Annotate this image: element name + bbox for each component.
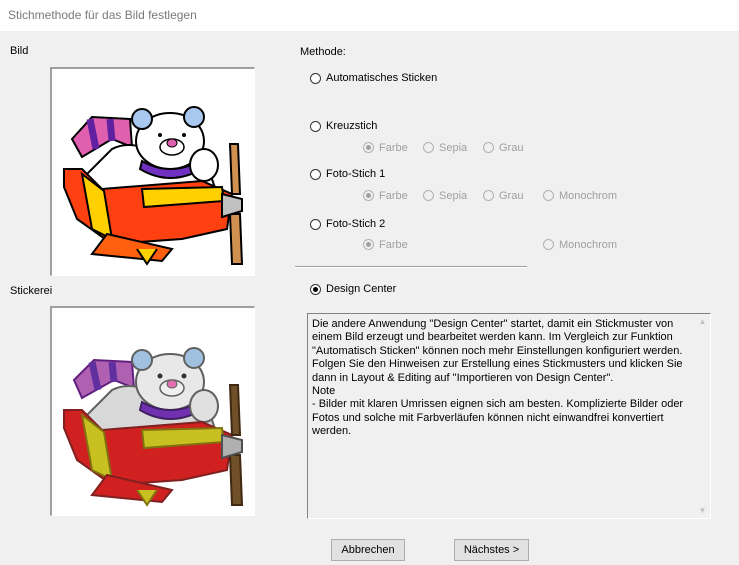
radio-design-center[interactable] xyxy=(310,284,321,295)
radio-foto-stich-1-sepia-label: Sepia xyxy=(439,190,468,202)
radio-automatisches-sticken[interactable] xyxy=(310,73,321,84)
radio-foto-stich-2[interactable] xyxy=(310,219,321,230)
radio-kreuzstich-farbe[interactable] xyxy=(363,142,374,153)
vertical-scrollbar[interactable] xyxy=(695,314,710,518)
radio-foto-stich-1-grau[interactable] xyxy=(483,190,494,201)
next-button[interactable]: Nächstes > xyxy=(454,539,529,561)
stickerei-label: Stickerei xyxy=(10,285,53,297)
scroll-up-icon[interactable]: ▲ xyxy=(698,317,707,326)
radio-kreuzstich-grau[interactable] xyxy=(483,142,494,153)
radio-design-center-label[interactable]: Design Center xyxy=(326,283,397,295)
radio-kreuzstich-label[interactable]: Kreuzstich xyxy=(326,120,378,132)
source-image xyxy=(50,67,255,276)
radio-foto-stich-1-sepia[interactable] xyxy=(423,190,434,201)
radio-foto-stich-1[interactable] xyxy=(310,169,321,180)
description-textbox[interactable] xyxy=(307,313,711,519)
radio-foto-stich-1-monochrom-label: Monochrom xyxy=(559,190,618,202)
radio-kreuzstich-grau-label: Grau xyxy=(499,142,524,154)
radio-foto-stich-2-monochrom[interactable] xyxy=(543,239,554,250)
embroidered-bear-image xyxy=(52,308,255,516)
radio-foto-stich-2-farbe-label: Farbe xyxy=(379,239,408,251)
radio-kreuzstich-farbe-label: Farbe xyxy=(379,142,408,154)
window-title: Stichmethode für das Bild festlegen xyxy=(8,8,197,22)
radio-foto-stich-1-farbe[interactable] xyxy=(363,190,374,201)
radio-foto-stich-2-label[interactable]: Foto-Stich 2 xyxy=(326,218,386,230)
radio-kreuzstich-sepia[interactable] xyxy=(423,142,434,153)
title-bar xyxy=(0,0,739,31)
scroll-down-icon[interactable]: ▼ xyxy=(698,506,707,515)
radio-kreuzstich[interactable] xyxy=(310,121,321,132)
methode-label: Methode: xyxy=(300,46,346,58)
radio-kreuzstich-sepia-label: Sepia xyxy=(439,142,468,154)
description-text: Die andere Anwendung "Design Center" startet, damit ein Stickmuster von einem Bild erzeugt und bearbeitet werden kann. Im Vergleich zur Funktion "Automatisch Sticken" können noch mehr Einstellungen konfiguriert werden. Folgen Sie den Hinweisen zur Erstellung eines Stickmusters und klicken Sie dann in Layout & Editing auf "Importieren von Design Center". Note - Bilder mit klaren Umrissen eignen sich am besten. Komplizierte Bilder oder Fotos und solche mit Farbverläufen können nicht einwandfrei konvertiert werden. xyxy=(312,318,684,438)
radio-foto-stich-1-monochrom[interactable] xyxy=(543,190,554,201)
embroidery-preview xyxy=(50,306,255,516)
radio-foto-stich-2-monochrom-label: Monochrom xyxy=(559,239,618,251)
radio-foto-stich-2-farbe[interactable] xyxy=(363,239,374,250)
radio-foto-stich-1-label[interactable]: Foto-Stich 1 xyxy=(326,168,386,180)
separator xyxy=(295,266,527,268)
cancel-button[interactable]: Abbrechen xyxy=(331,539,405,561)
radio-automatisches-sticken-label[interactable]: Automatisches Sticken xyxy=(326,72,438,84)
radio-foto-stich-1-grau-label: Grau xyxy=(499,190,524,202)
bear-airplane-image xyxy=(52,69,255,276)
bild-label: Bild xyxy=(10,45,29,57)
radio-foto-stich-1-farbe-label: Farbe xyxy=(379,190,408,202)
